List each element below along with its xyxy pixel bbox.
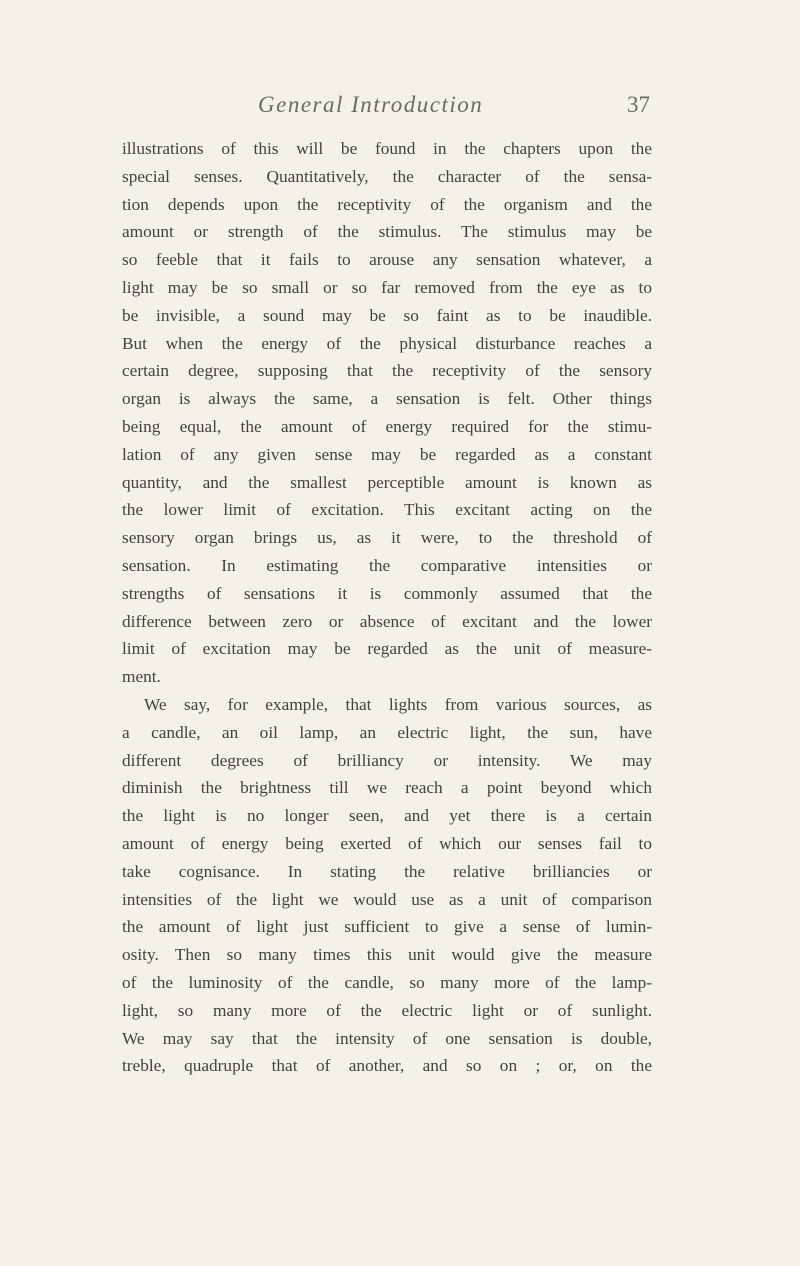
text-line: lation of any given sense may be regarded as a constant — [122, 444, 652, 464]
text-line: special senses. Quantitatively, the character of the sensa- — [122, 166, 652, 186]
text-line: ment. — [122, 667, 161, 687]
text-line: different degrees of brilliancy or intensity. We may — [122, 750, 652, 770]
text-line: treble, quadruple that of another, and so on ; or, on the — [122, 1056, 652, 1076]
text-line: take cognisance. In stating the relative brilliancies or — [122, 861, 652, 881]
text-line: be invisible, a sound may be so faint as to be inaudible. — [122, 305, 652, 325]
text-line: tion depends upon the receptivity of the organism and the — [122, 194, 652, 214]
text-line: of the luminosity of the candle, so many more of the lamp- — [122, 972, 652, 992]
text-line: sensory organ brings us, as it were, to the threshold of — [122, 528, 652, 548]
text-line: illustrations of this will be found in the chapters upon the — [122, 139, 652, 158]
text-line: strengths of sensations it is commonly assumed that the — [122, 583, 652, 603]
text-line: the lower limit of excitation. This excitant acting on the — [122, 500, 652, 520]
text-line: intensities of the light we would use as a unit of comparison — [122, 889, 652, 909]
text-line: quantity, and the smallest perceptible amount is known as — [122, 472, 652, 492]
text-line: But when the energy of the physical disturbance reaches a — [122, 333, 652, 353]
text-line: the light is no longer seen, and yet there is a certain — [122, 806, 652, 826]
body-text — [122, 135, 652, 1080]
paragraph — [122, 691, 652, 1080]
text-line: light, so many more of the electric light or of sunlight. — [122, 1000, 652, 1020]
text-line: We say, for example, that lights from various sources, as — [144, 694, 652, 714]
text-line: the amount of light just sufficient to give a sense of lumin- — [122, 917, 652, 937]
text-line: certain degree, supposing that the receptivity of the sensory — [122, 361, 652, 381]
running-head — [0, 92, 800, 122]
text-line: difference between zero or absence of excitant and the lower — [122, 611, 652, 631]
text-line: sensation. In estimating the comparative intensities or — [122, 555, 652, 575]
paragraph — [122, 135, 652, 691]
text-line: limit of excitation may be regarded as the unit of measure- — [122, 639, 652, 659]
text-line: a candle, an oil lamp, an electric light, the sun, have — [122, 722, 652, 742]
text-line: diminish the brightness till we reach a point beyond which — [122, 778, 652, 798]
text-line: osity. Then so many times this unit would give the measure — [122, 945, 652, 965]
running-title: General Introduction — [258, 92, 484, 117]
page-number: 37 — [627, 92, 650, 117]
text-line: We may say that the intensity of one sensation is double, — [122, 1028, 652, 1048]
text-line: being equal, the amount of energy required for the stimu- — [122, 416, 652, 436]
text-line: amount or strength of the stimulus. The stimulus may be — [122, 222, 652, 242]
text-line: so feeble that it fails to arouse any sensation whatever, a — [122, 250, 652, 270]
text-line: light may be so small or so far removed from the eye as to — [122, 277, 652, 297]
text-line: organ is always the same, a sensation is felt. Other things — [122, 389, 652, 409]
text-line: amount of energy being exerted of which our senses fail to — [122, 833, 652, 853]
